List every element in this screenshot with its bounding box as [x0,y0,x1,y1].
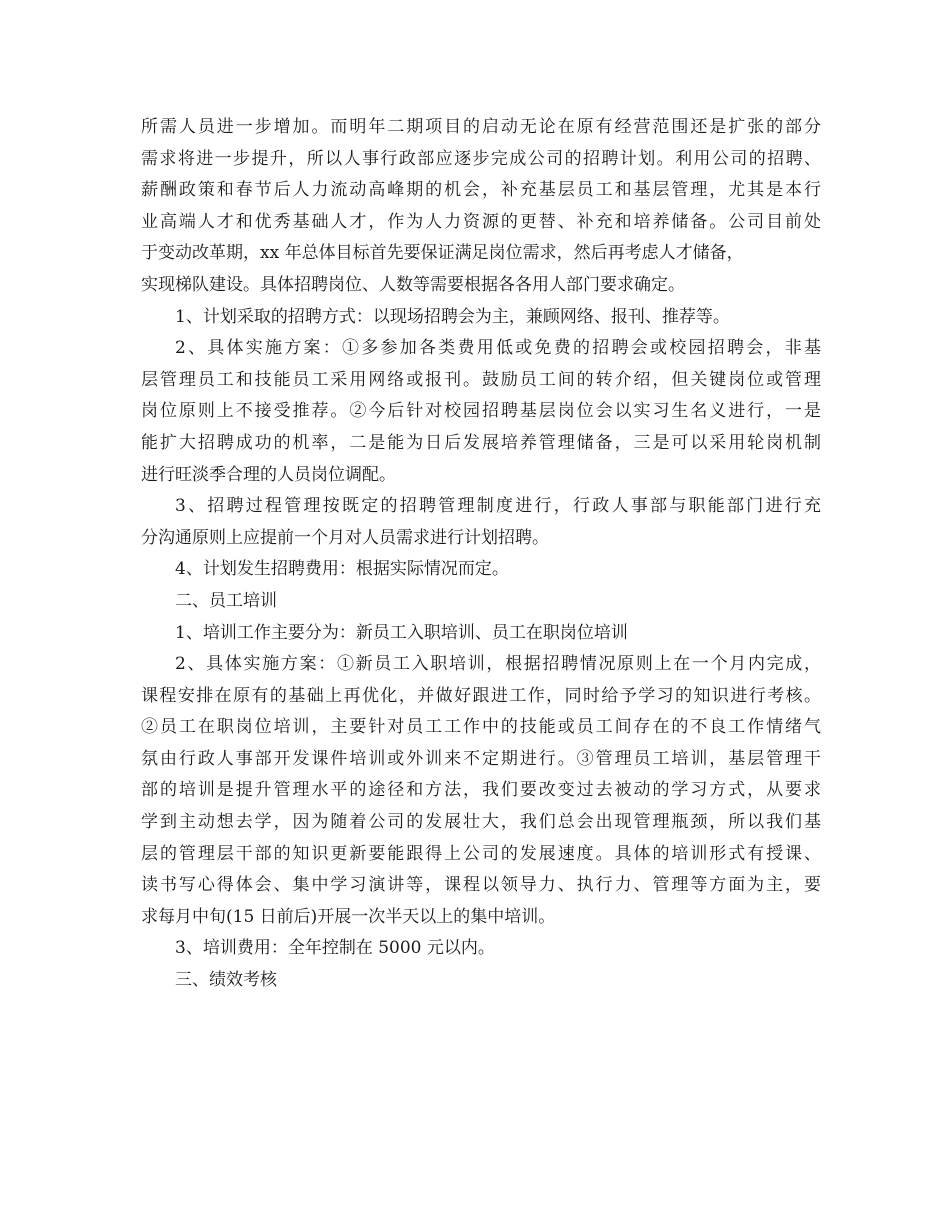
body-line: 实现梯队建设。具体招聘岗位、人数等需要根据各各用人部门要求确定。 [141,274,685,295]
body-line: 岗位原则上不接受推荐。②今后针对校园招聘基层岗位会以实习生名义进行，一是 [141,401,821,422]
body-line: 业高端人才和优秀基础人才，作为人力资源的更替、补充和培养储备。公司目前处 [141,211,821,232]
body-line: 学到主动想去学，因为随着公司的发展壮大，我们总会出现管理瓶颈，所以我们基 [141,812,821,833]
body-line: ②员工在职岗位培训，主要针对员工工作中的技能或员工间存在的不良工作情绪气 [141,717,821,738]
list-item: 3、培训费用：全年控制在 5000 元以内。 [175,938,495,959]
body-line: 需求将进一步提升，所以人事行政部应逐步完成公司的招聘计划。利用公司的招聘、 [141,148,821,169]
body-line: 部的培训是提升管理水平的途径和方法，我们要改变过去被动的学习方式，从要求 [141,780,821,801]
body-line: 课程安排在原有的基础上再优化，并做好跟进工作，同时给予学习的知识进行考核。 [141,685,821,706]
body-line: 进行旺淡季合理的人员岗位调配。 [141,464,396,485]
body-line: 于变动改革期，xx 年总体目标首先要保证满足岗位需求，然后再考虑人才储备， [141,243,744,264]
body-line: 薪酬政策和春节后人力流动高峰期的机会，补充基层员工和基层管理，尤其是本行 [141,180,821,201]
list-item: 4、计划发生招聘费用：根据实际情况而定。 [175,559,509,580]
body-line: 分沟通原则上应提前一个月对人员需求进行计划招聘。 [141,527,549,548]
list-item: 2、具体实施方案：①新员工入职培训，根据招聘情况原则上在一个月内完成， [175,654,821,675]
body-line: 氛由行政人事部开发课件培训或外训来不定期进行。③管理员工培训，基层管理干 [141,748,821,769]
body-line: 层的管理层干部的知识更新要能跟得上公司的发展速度。具体的培训形式有授课、 [141,843,821,864]
section-heading: 二、员工培训 [175,590,277,611]
body-line: 能扩大招聘成功的机率，二是能为日后发展培养管理储备，三是可以采用轮岗机制 [141,432,821,453]
section-heading: 三、绩效考核 [175,970,277,991]
list-item: 3、招聘过程管理按既定的招聘管理制度进行，行政人事部与职能部门进行充 [175,496,821,517]
body-line: 层管理员工和技能员工采用网络或报刊。鼓励员工间的转介绍，但关键岗位或管理 [141,369,821,390]
body-line: 所需人员进一步增加。而明年二期项目的启动无论在原有经营范围还是扩张的部分 [141,117,821,137]
list-item: 1、计划采取的招聘方式：以现场招聘会为主，兼顾网络、报刊、推荐等。 [175,306,730,327]
list-item: 1、培训工作主要分为：新员工入职培训、员工在职岗位培训 [175,622,628,643]
document-body [141,112,821,997]
body-line: 读书写心得体会、集中学习演讲等，课程以领导力、执行力、管理等方面为主，要 [141,875,821,896]
list-item: 2、具体实施方案：①多参加各类费用低或免费的招聘会或校园招聘会，非基 [175,338,821,359]
body-line: 求每月中旬(15 日前后)开展一次半天以上的集中培训。 [141,906,556,927]
